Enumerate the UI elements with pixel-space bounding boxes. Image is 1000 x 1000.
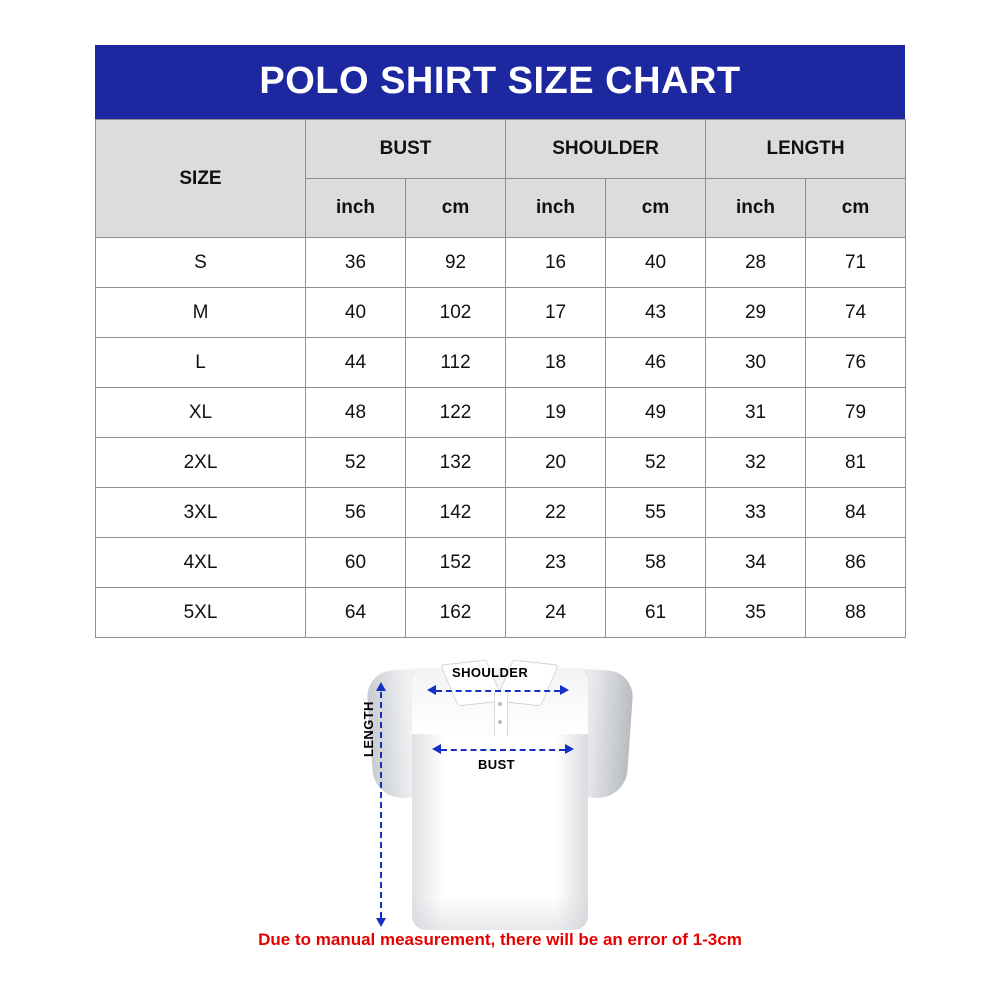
cell-bust-cm: 152	[406, 538, 506, 588]
cell-bust-cm: 92	[406, 238, 506, 288]
table-row	[96, 288, 906, 338]
shoulder-arrow-right-icon	[560, 685, 569, 695]
header-shoulder: SHOULDER	[506, 120, 706, 179]
cell-bust-inch: 40	[306, 288, 406, 338]
cell-length-cm: 76	[806, 338, 906, 388]
cell-bust-inch: 60	[306, 538, 406, 588]
measurement-note: Due to manual measurement, there will be an error of 1-3cm	[258, 930, 742, 949]
table-row	[96, 238, 906, 288]
length-measure-line	[380, 692, 382, 918]
cell-size: 2XL	[96, 438, 306, 488]
cell-shoulder-inch: 24	[506, 588, 606, 638]
shoulder-measure-line	[436, 690, 560, 692]
cell-shoulder-inch: 16	[506, 238, 606, 288]
cell-shoulder-inch: 23	[506, 538, 606, 588]
cell-shoulder-cm: 40	[606, 238, 706, 288]
cell-bust-cm: 132	[406, 438, 506, 488]
cell-length-cm: 81	[806, 438, 906, 488]
cell-size: M	[96, 288, 306, 338]
unit-length-inch: inch	[706, 179, 806, 238]
label-shoulder: SHOULDER	[452, 665, 529, 680]
label-length: LENGTH	[361, 701, 376, 757]
cell-length-inch: 31	[706, 388, 806, 438]
cell-bust-inch: 44	[306, 338, 406, 388]
cell-length-cm: 84	[806, 488, 906, 538]
cell-bust-cm: 102	[406, 288, 506, 338]
cell-length-cm: 86	[806, 538, 906, 588]
cell-bust-inch: 36	[306, 238, 406, 288]
bust-arrow-left-icon	[432, 744, 441, 754]
cell-shoulder-inch: 22	[506, 488, 606, 538]
unit-bust-cm: cm	[406, 179, 506, 238]
size-chart	[95, 45, 905, 638]
cell-shoulder-inch: 17	[506, 288, 606, 338]
header-length: LENGTH	[706, 120, 906, 179]
table-row	[96, 438, 906, 488]
cell-length-cm: 71	[806, 238, 906, 288]
cell-size: 3XL	[96, 488, 306, 538]
table-row	[96, 488, 906, 538]
bust-measure-line	[441, 749, 565, 751]
cell-size: S	[96, 238, 306, 288]
cell-bust-inch: 56	[306, 488, 406, 538]
shirt-button-top	[498, 702, 502, 706]
shirt-button-bottom	[498, 720, 502, 724]
cell-bust-inch: 64	[306, 588, 406, 638]
cell-length-cm: 74	[806, 288, 906, 338]
cell-size: 4XL	[96, 538, 306, 588]
cell-bust-cm: 162	[406, 588, 506, 638]
cell-shoulder-cm: 43	[606, 288, 706, 338]
cell-bust-inch: 48	[306, 388, 406, 438]
unit-shoulder-cm: cm	[606, 179, 706, 238]
page-title: POLO SHIRT SIZE CHART	[95, 45, 905, 119]
cell-length-inch: 28	[706, 238, 806, 288]
shirt-hem	[412, 896, 588, 930]
cell-length-inch: 35	[706, 588, 806, 638]
shirt-placket	[494, 692, 508, 736]
size-chart-table	[95, 119, 906, 638]
cell-size: 5XL	[96, 588, 306, 638]
cell-shoulder-inch: 18	[506, 338, 606, 388]
cell-length-inch: 33	[706, 488, 806, 538]
cell-length-inch: 32	[706, 438, 806, 488]
cell-length-cm: 88	[806, 588, 906, 638]
table-header-groups	[96, 120, 906, 179]
unit-shoulder-inch: inch	[506, 179, 606, 238]
unit-bust-inch: inch	[306, 179, 406, 238]
cell-bust-cm: 142	[406, 488, 506, 538]
cell-shoulder-cm: 46	[606, 338, 706, 388]
polo-shirt-illustration	[370, 640, 630, 930]
cell-bust-inch: 52	[306, 438, 406, 488]
cell-shoulder-cm: 61	[606, 588, 706, 638]
cell-length-cm: 79	[806, 388, 906, 438]
cell-shoulder-inch: 20	[506, 438, 606, 488]
cell-length-inch: 30	[706, 338, 806, 388]
table-row	[96, 388, 906, 438]
header-size: SIZE	[96, 120, 306, 238]
cell-shoulder-cm: 55	[606, 488, 706, 538]
cell-shoulder-cm: 52	[606, 438, 706, 488]
cell-shoulder-cm: 58	[606, 538, 706, 588]
label-bust: BUST	[478, 757, 515, 772]
cell-size: L	[96, 338, 306, 388]
cell-shoulder-cm: 49	[606, 388, 706, 438]
header-bust: BUST	[306, 120, 506, 179]
bust-arrow-right-icon	[565, 744, 574, 754]
cell-bust-cm: 122	[406, 388, 506, 438]
length-arrow-up-icon	[376, 682, 386, 691]
cell-length-inch: 29	[706, 288, 806, 338]
length-arrow-down-icon	[376, 918, 386, 927]
cell-size: XL	[96, 388, 306, 438]
cell-bust-cm: 112	[406, 338, 506, 388]
table-row	[96, 338, 906, 388]
unit-length-cm: cm	[806, 179, 906, 238]
cell-shoulder-inch: 19	[506, 388, 606, 438]
table-row	[96, 538, 906, 588]
cell-length-inch: 34	[706, 538, 806, 588]
shoulder-arrow-left-icon	[427, 685, 436, 695]
